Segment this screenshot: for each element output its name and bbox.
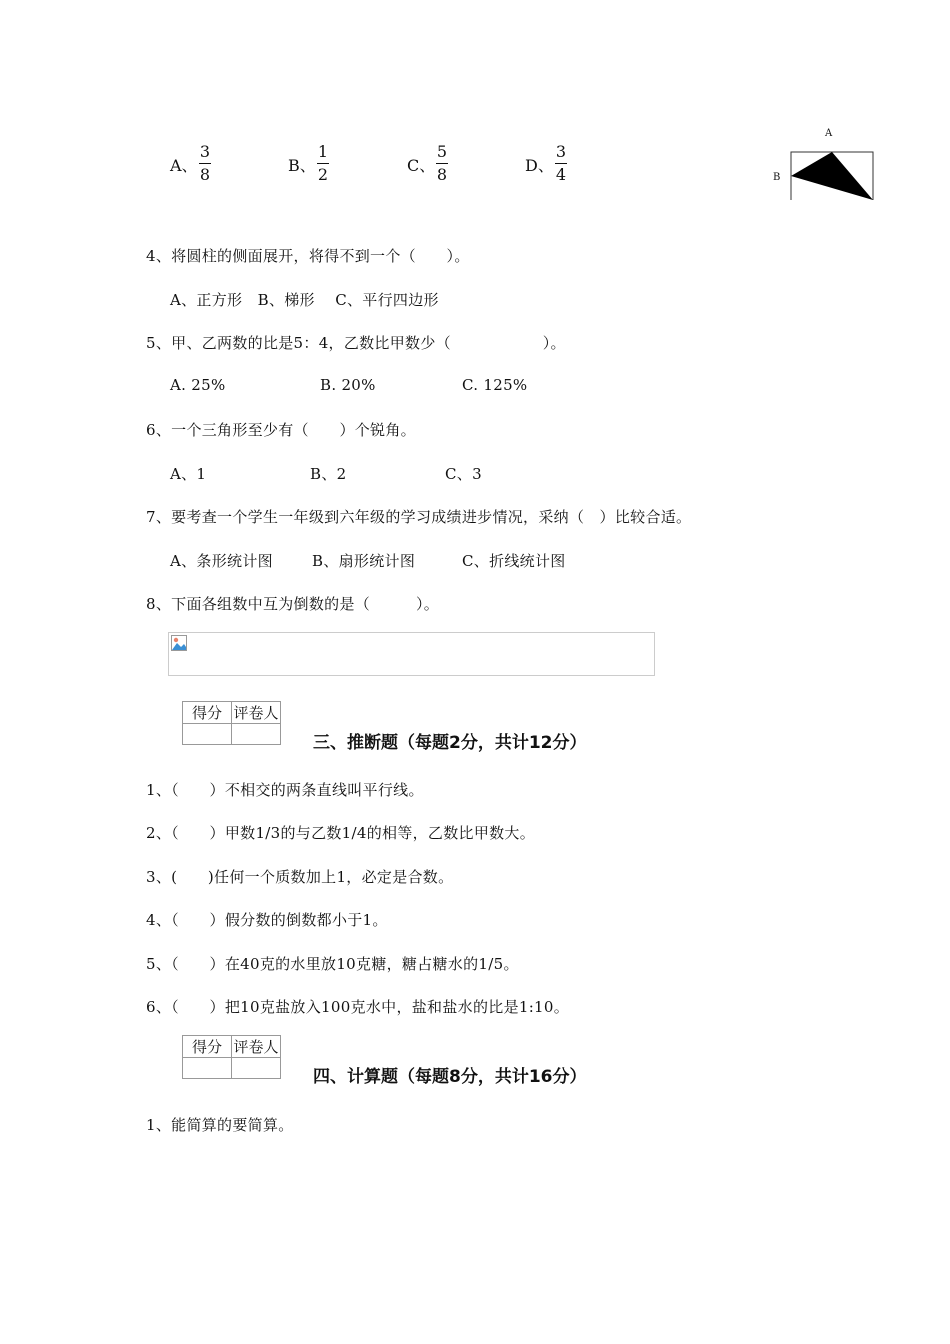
- judge-item-2: 2、（ ）甲数1/3的与乙数1/4的相等，乙数比甲数大。: [146, 824, 536, 842]
- option-label: B、: [288, 156, 316, 175]
- option-label: C、: [407, 156, 436, 175]
- question-5-option-c: C. 125%: [462, 376, 528, 394]
- fraction: 5 8: [436, 142, 448, 184]
- question-5: 5、甲、乙两数的比是5：4，乙数比甲数少（ ）。: [146, 334, 566, 352]
- reviewer-cell: [232, 724, 281, 745]
- figure-label-a: A: [825, 128, 833, 139]
- reviewer-header: 评卷人: [232, 702, 281, 724]
- question-6: 6、一个三角形至少有（ ）个锐角。: [146, 421, 416, 439]
- option-label: A、: [170, 156, 198, 175]
- question-6-option-c: C、3: [445, 465, 482, 483]
- score-table-section4: [182, 1035, 281, 1079]
- figure-label-b: B: [773, 172, 781, 183]
- judge-item-5: 5、（ ）在40克的水里放10克糖，糖占糖水的1/5。: [146, 955, 519, 973]
- reviewer-cell: [232, 1058, 281, 1079]
- triangle-diagram: [788, 148, 876, 202]
- judge-item-3: 3、( )任何一个质数加上1，必定是合数。: [146, 868, 454, 886]
- judge-item-4: 4、（ ）假分数的倒数都小于1。: [146, 911, 388, 929]
- option-label: D、: [525, 156, 554, 175]
- broken-image-icon: [171, 635, 187, 651]
- question-8: 8、下面各组数中互为倒数的是（ ）。: [146, 595, 440, 613]
- calc-item-1: 1、能简算的要简算。: [146, 1116, 294, 1134]
- question-7-option-b: B、扇形统计图: [312, 552, 416, 570]
- section-4-title: 四、计算题（每题8分，共计16分）: [313, 1067, 587, 1087]
- fraction: 1 2: [317, 142, 329, 184]
- section-3-title: 三、推断题（每题2分，共计12分）: [313, 733, 587, 753]
- score-cell: [183, 1058, 232, 1079]
- question-6-option-b: B、2: [310, 465, 347, 483]
- reviewer-header: 评卷人: [232, 1036, 281, 1058]
- question-4: 4、将圆柱的侧面展开，将得不到一个（ ）。: [146, 247, 470, 265]
- judge-item-6: 6、（ ）把10克盐放入100克水中，盐和盐水的比是1:10。: [146, 998, 570, 1016]
- question-7-option-c: C、折线统计图: [462, 552, 566, 570]
- score-table-section3: [182, 701, 281, 745]
- judge-item-1: 1、（ ）不相交的两条直线叫平行线。: [146, 781, 424, 799]
- broken-image-placeholder: [168, 632, 655, 676]
- score-header: 得分: [183, 702, 232, 724]
- question-6-option-a: A、1: [170, 465, 207, 483]
- fraction: 3 4: [555, 142, 567, 184]
- score-header: 得分: [183, 1036, 232, 1058]
- question-5-option-a: A. 25%: [170, 376, 226, 394]
- score-cell: [183, 724, 232, 745]
- fraction: 3 8: [199, 142, 211, 184]
- question-7: 7、要考查一个学生一年级到六年级的学习成绩进步情况，采纳（ ）比较合适。: [146, 508, 692, 526]
- question-4-options: A、正方形 B、梯形 C、平行四边形: [170, 291, 439, 309]
- question-5-option-b: B. 20%: [320, 376, 376, 394]
- question-7-option-a: A、条形统计图: [170, 552, 273, 570]
